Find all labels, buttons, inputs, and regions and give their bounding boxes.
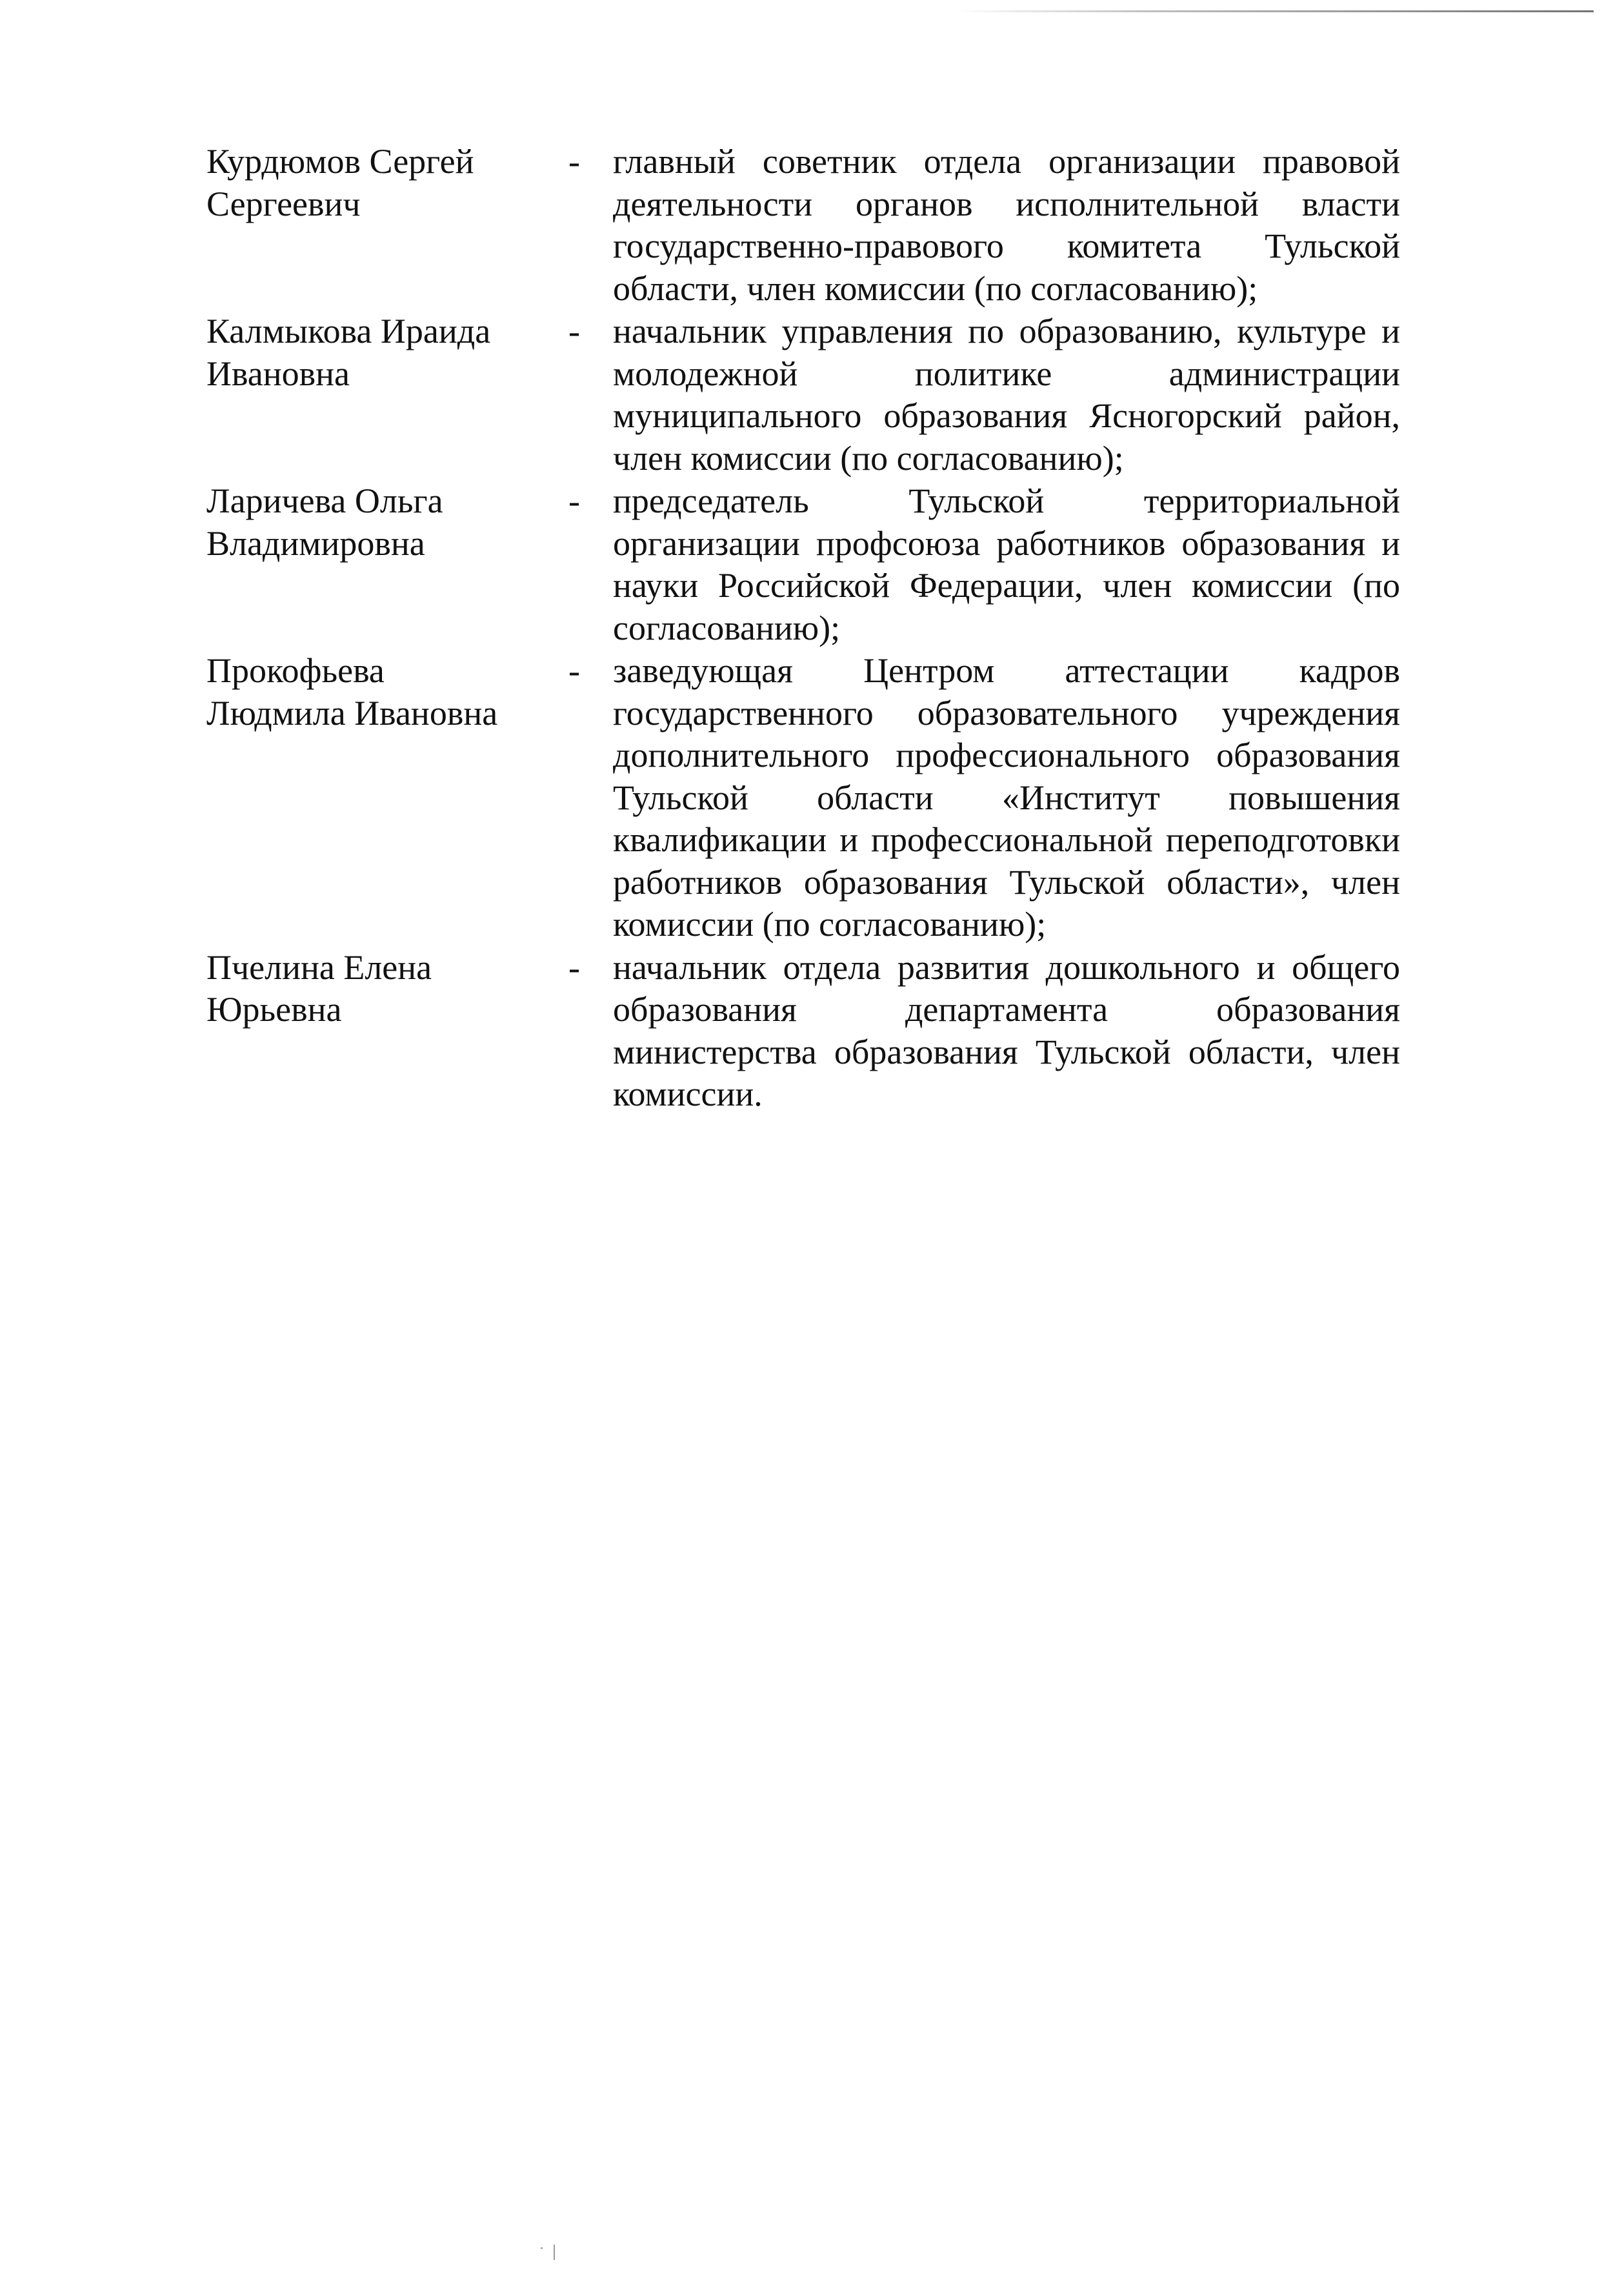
member-name: Калмыкова Ираида Ивановна — [206, 312, 491, 393]
commission-member-list — [206, 141, 1400, 1116]
member-dash: - — [568, 947, 580, 987]
scan-edge-line — [955, 10, 1594, 12]
scan-mark — [554, 2245, 555, 2260]
member-name: Прокофьева Людмила Ивановна — [206, 651, 498, 732]
member-entry — [206, 141, 1400, 310]
member-role-text: начальник отдела развития дошкольного и общего образования департамента образования министерства образования Тульской области, член комиссии. — [613, 947, 1400, 1113]
member-dash: - — [568, 481, 580, 520]
member-role-text: заведующая Центром аттестации кадров государственного образовательного учреждения дополнительного профессионального образования Тульской области «Институт повышения квалификации и профессиональной переподготовки работников образования Тульской области», член комиссии (по согласованию); — [613, 651, 1400, 944]
member-dash: - — [568, 142, 580, 181]
member-name: Курдюмов Сергей Сергеевич — [206, 142, 474, 223]
member-entry — [206, 480, 1400, 649]
member-entry — [206, 310, 1400, 480]
member-role — [613, 650, 1400, 946]
member-role-text: председатель Тульской территориальной организации профсоюза работников образования и науки Российской Федерации, член комиссии (по согласованию); — [613, 481, 1400, 647]
member-role-text: главный советник отдела организации правовой деятельности органов исполнительной власти государственно-правового комитета Тульской области, член комиссии (по согласованию); — [613, 142, 1400, 308]
member-dash: - — [568, 312, 580, 350]
member-dash: - — [568, 651, 580, 690]
member-role — [613, 947, 1400, 1116]
member-role — [613, 310, 1400, 480]
member-name: Пчелина Елена Юрьевна — [206, 947, 432, 1029]
member-role-text: начальник управления по образованию, культуре и молодежной политике администрации муниципального образования Ясногорский район, член комиссии (по согласованию); — [613, 312, 1400, 478]
member-entry — [206, 650, 1400, 946]
member-role — [613, 480, 1400, 649]
member-entry — [206, 947, 1400, 1116]
member-name: Ларичева Ольга Владимировна — [206, 481, 443, 563]
member-role — [613, 141, 1400, 310]
scan-mark — [541, 2247, 543, 2249]
